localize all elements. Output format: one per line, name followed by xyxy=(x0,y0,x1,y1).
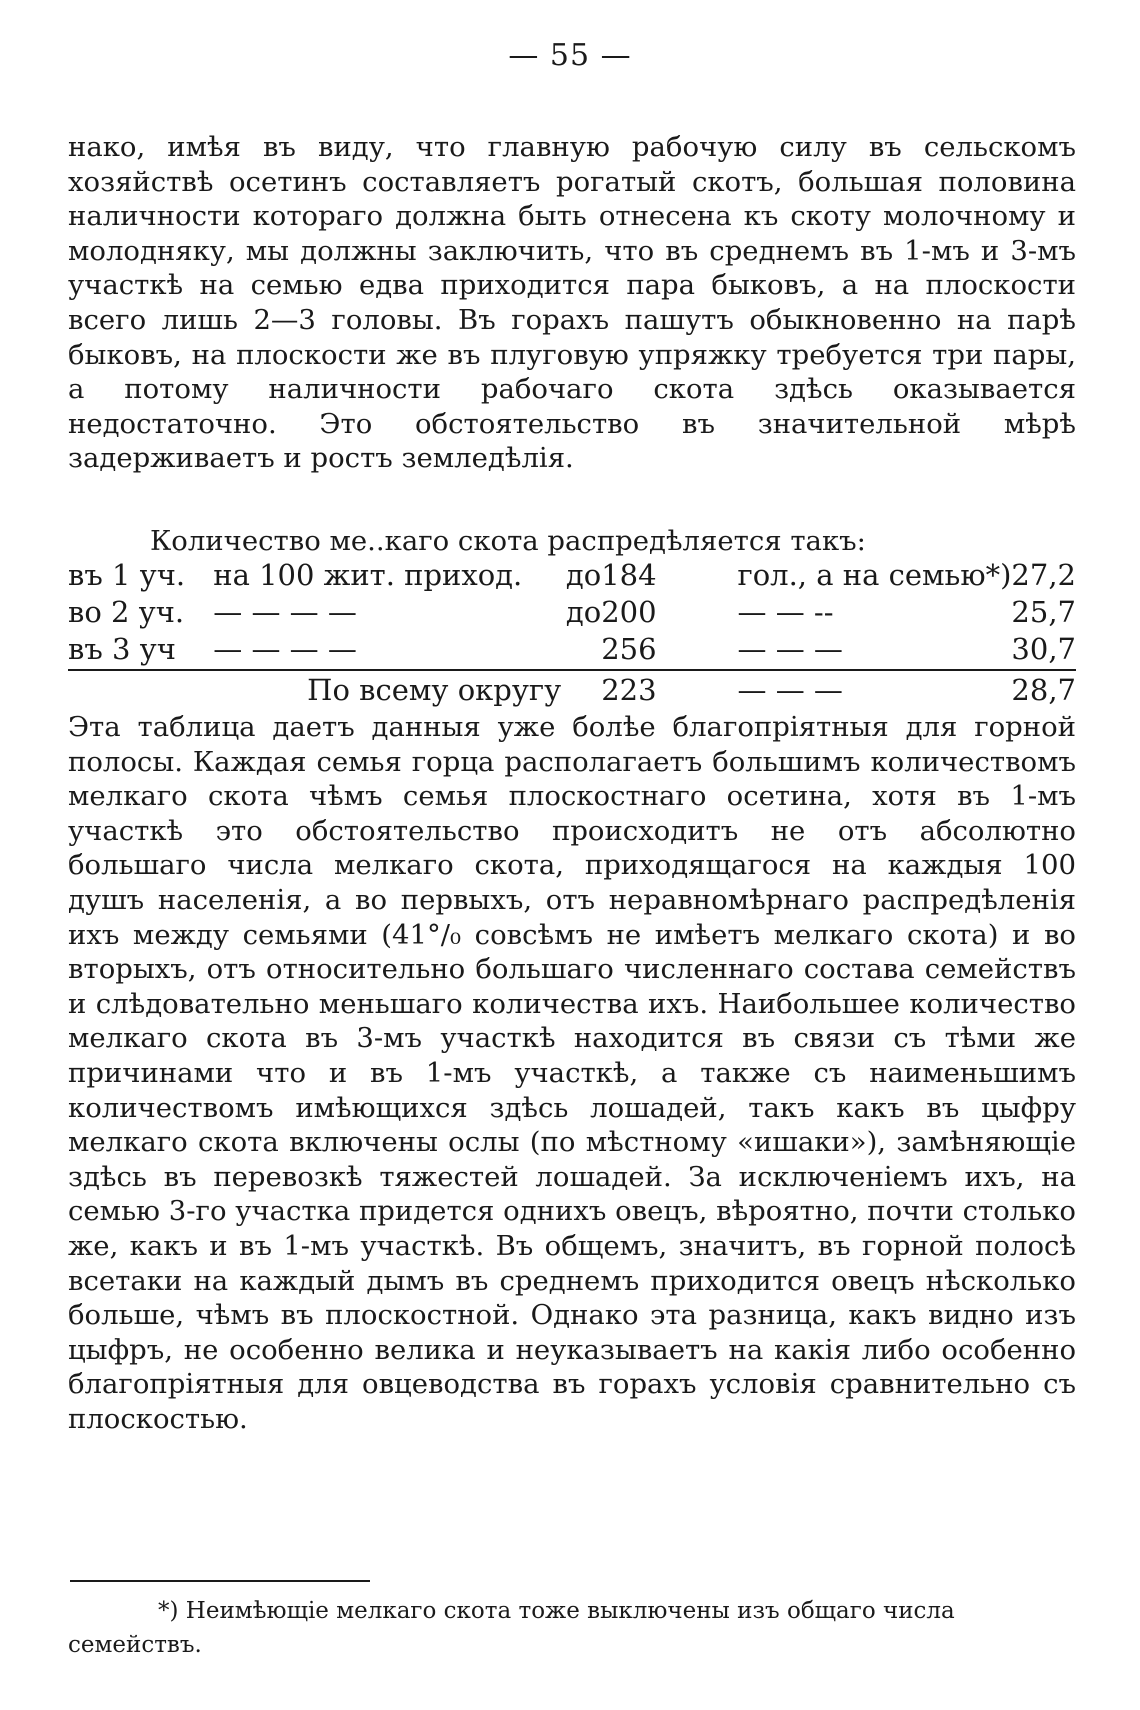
row-suffix: гол., а на семью*) xyxy=(737,558,1012,592)
row-count: 256 xyxy=(601,632,737,670)
row-count: 184 xyxy=(601,558,657,592)
paragraph-2 xyxy=(68,710,1076,1436)
paragraph-1-text: нако, имѣя въ виду, что главную рабочую силу въ сельскомъ хозяйствѣ осетинъ составляетъ рогатый скотъ, большая половина наличности котораго должна быть отнесена къ скоту молочному и молодняку, мы должны заключить, что въ среднемъ въ 1-мъ и 3-мъ участкѣ на семью едва приходится пара быковъ, а на плоскости всего лишь 2—3 головы. Въ горахъ пашутъ обыкновенно на парѣ быковъ, на плоскости же въ плуговую упряжку требуется три пары, а потому наличности рабочаго скота здѣсь оказывается недостаточно. Это обстоятельство въ значительной мѣрѣ задерживаетъ и ростъ земледѣлія. xyxy=(68,131,1076,475)
paragraph-1 xyxy=(68,130,1076,476)
table-row xyxy=(68,558,1076,595)
row-value: 25,7 xyxy=(1011,595,1076,629)
row-value: 30,7 xyxy=(1011,632,1076,670)
table-total-row xyxy=(68,670,1076,710)
row-desc: — — — — xyxy=(213,595,357,629)
table-row xyxy=(68,595,1076,632)
footnote-divider xyxy=(70,1580,370,1582)
row-prep: до xyxy=(565,595,602,629)
table-intro: Количество ме..каго скота распредѣляется такъ: xyxy=(150,525,866,557)
livestock-table xyxy=(68,558,1076,710)
row-suffix: — — — xyxy=(738,632,1012,670)
footnote: *) Неимѣющіе мелкаго скота тоже выключены изъ общаго числа семействъ. xyxy=(68,1598,955,1658)
total-suffix: — — — xyxy=(737,673,843,707)
row-desc: — — — — xyxy=(213,632,566,670)
row-count: 200 xyxy=(601,595,657,629)
row-suffix: — — -- xyxy=(737,595,834,629)
row-prep: до xyxy=(565,558,602,592)
row-value: 27,2 xyxy=(1011,558,1076,592)
row-label: въ 3 уч xyxy=(68,632,213,670)
paragraph-2-text: Эта таблица даетъ данныя уже болѣе благопріятныя для горной полосы. Каждая семья горца располагаетъ большимъ количествомъ мелкаго скота чѣмъ семья плоскостнаго осетина, хотя въ 1-мъ участкѣ это обстоятельство происходитъ не отъ абсолютно большаго числа мелкаго скота, приходящагося на каждыя 100 душъ населенія, а во первыхъ, отъ неравномѣрнаго распредѣленія ихъ между семьями (41°/₀ совсѣмъ не имѣетъ мелкаго скота) и во вторыхъ, отъ относительно большаго численнаго состава семействъ и слѣдовательно меньшаго количества ихъ. Наибольшее количество мелкаго скота въ 3-мъ участкѣ находится въ связи съ тѣми же причинами что и въ 1-мъ участкѣ, а также съ наименьшимъ количествомъ имѣющихся здѣсь лошадей, такъ какъ въ цыфру мелкаго скота включены ослы (по мѣстному «ишаки»), замѣняющіе здѣсь въ перевозкѣ тяжестей лошадей. За исключеніемъ ихъ, на семью 3-го участка придется однихъ овецъ, вѣроятно, почти столько же, какъ и въ 1-мъ участкѣ. Въ общемъ, значитъ, въ горной полосѣ всетаки на каждый дымъ въ среднемъ приходится овецъ нѣсколько больше, чѣмъ въ плоскостной. Однако эта разница, какъ видно изъ цыфръ, не особенно велика и неуказываетъ на какія либо особенно благопріятныя для овцеводства въ горахъ условія сравнительно съ плоскостью. xyxy=(68,711,1076,1435)
row-label: во 2 уч. xyxy=(68,595,185,629)
total-count: 223 xyxy=(601,673,657,707)
row-desc: на 100 жит. приход. xyxy=(213,558,523,592)
total-label: По всему округу xyxy=(307,673,562,707)
table-row xyxy=(68,632,1076,670)
row-prep xyxy=(566,632,601,670)
total-spacer xyxy=(68,670,213,710)
row-label: въ 1 уч. xyxy=(68,558,186,592)
total-value: 28,7 xyxy=(1011,673,1076,707)
page-number: — 55 — xyxy=(508,38,632,73)
